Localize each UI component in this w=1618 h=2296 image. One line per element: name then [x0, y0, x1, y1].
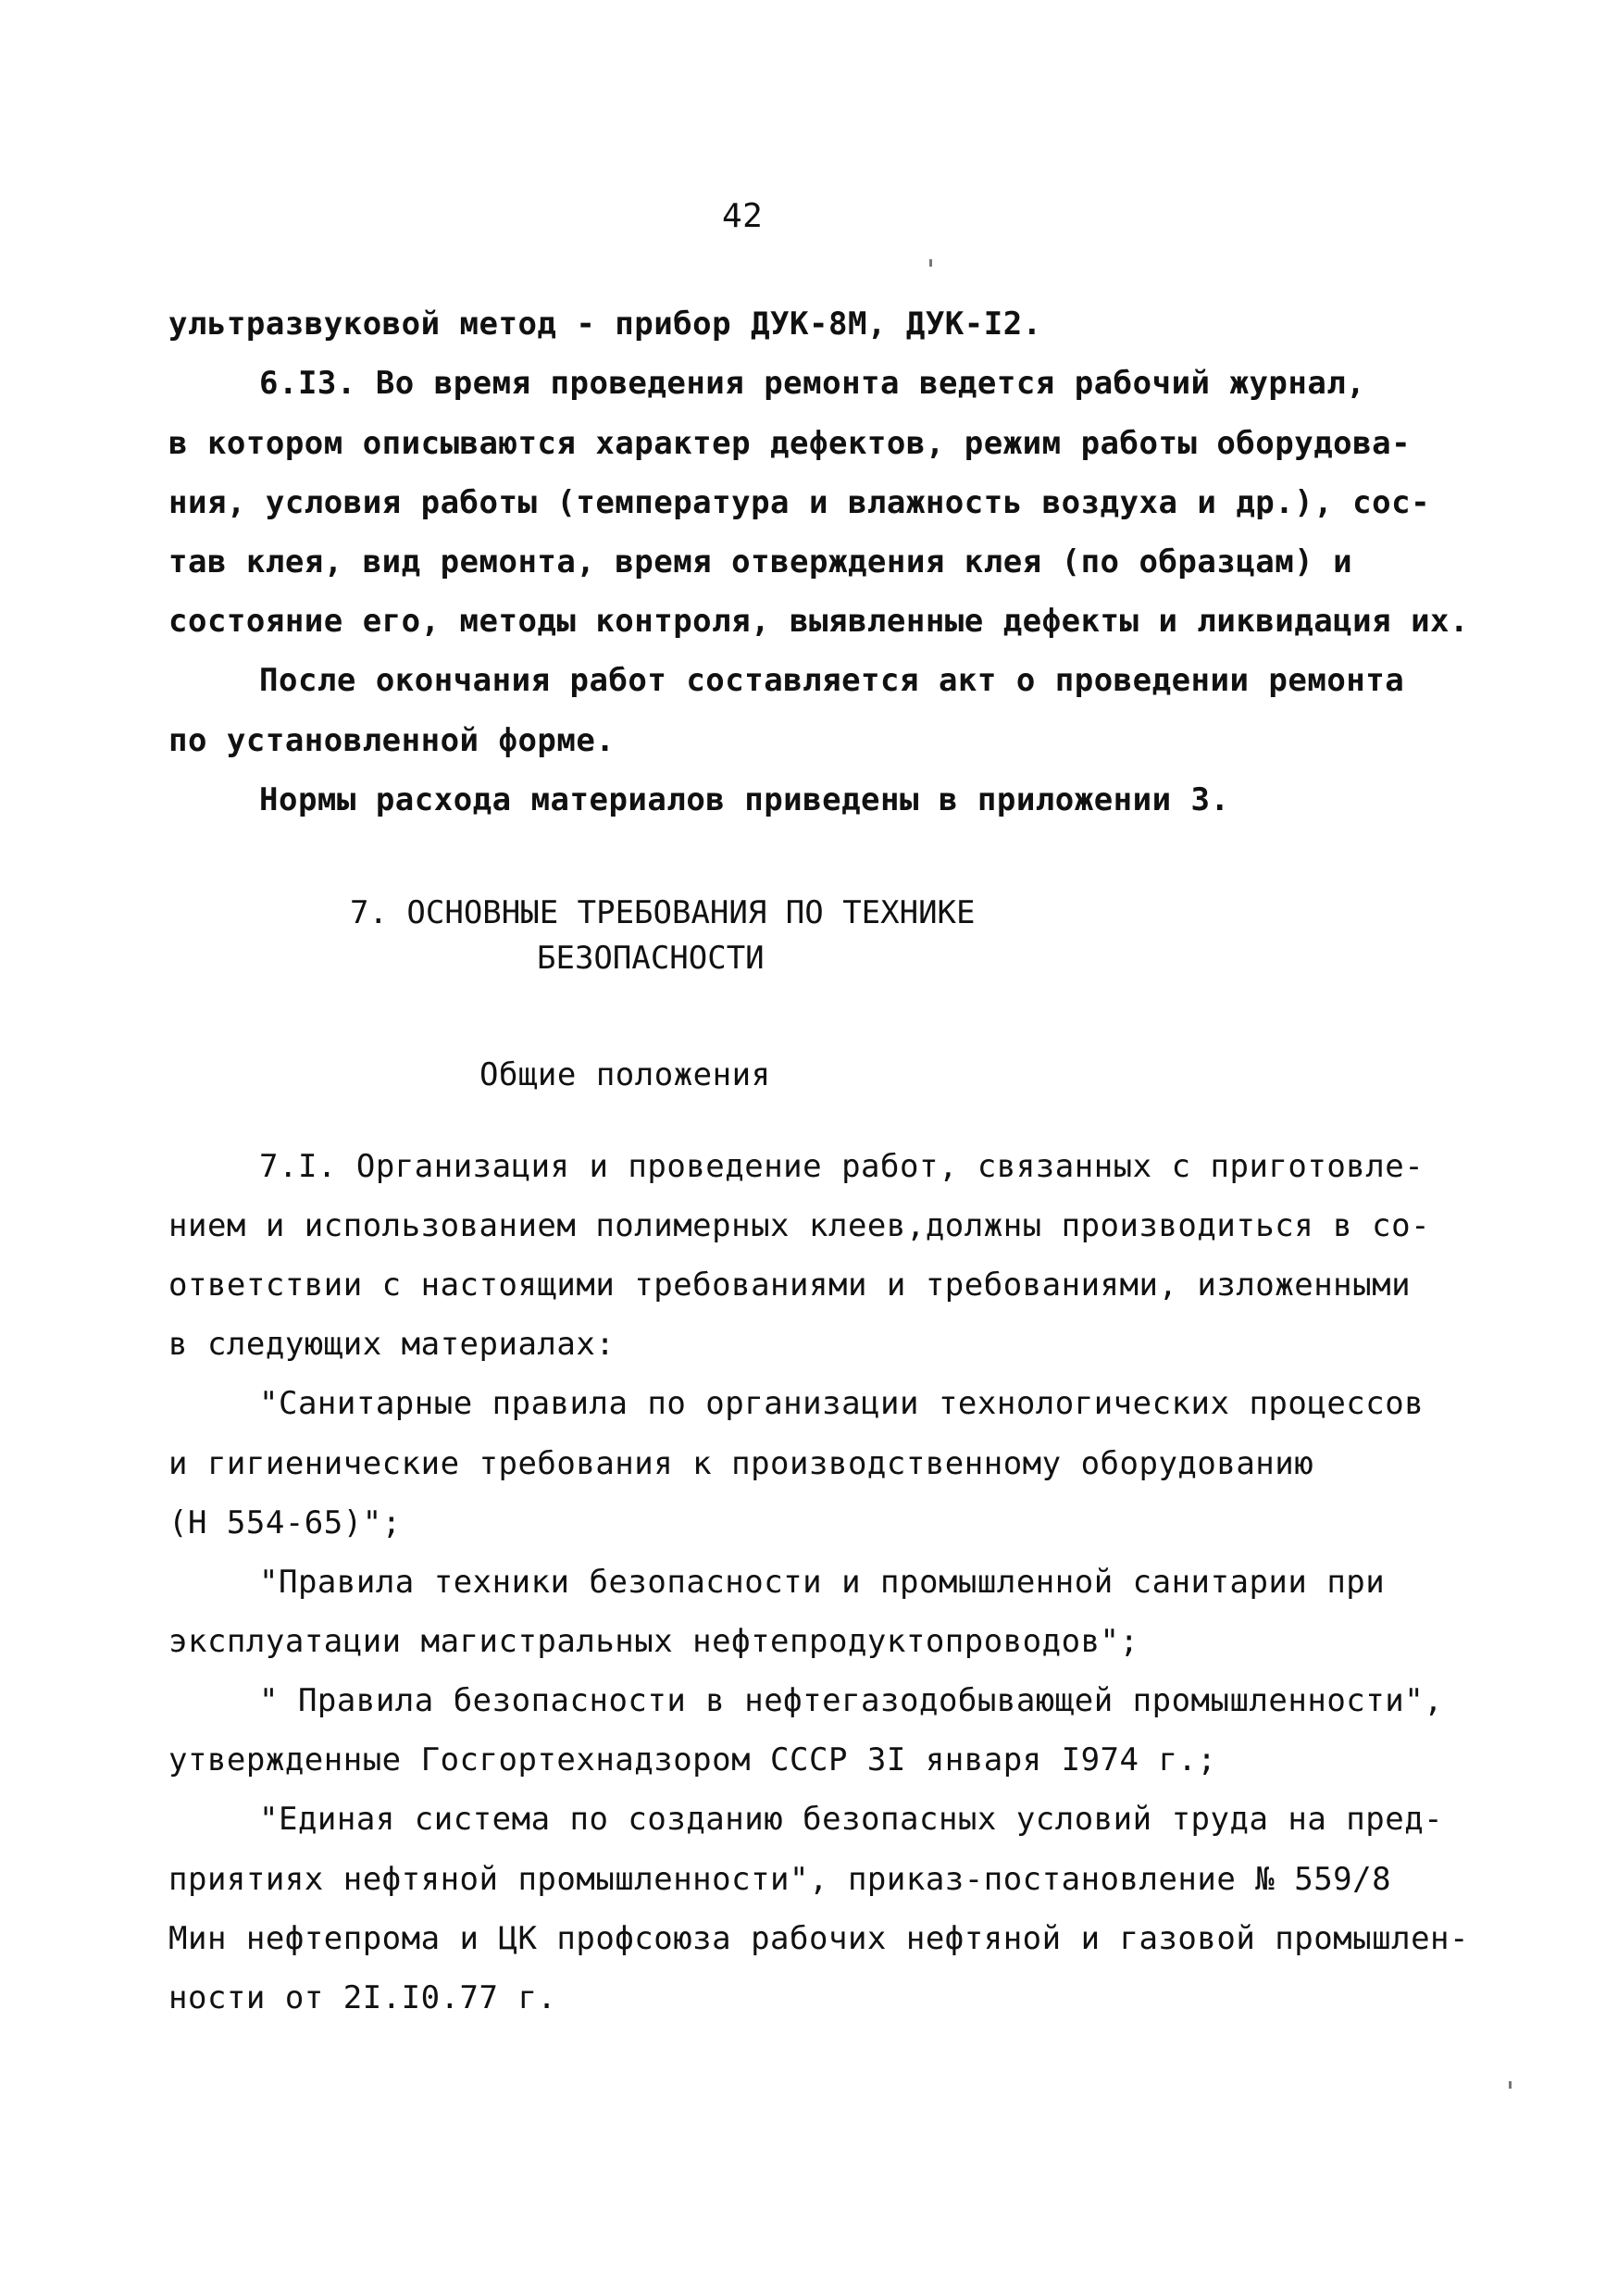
- body-line-6: и гигиенические требования к производственному оборудованию: [168, 1445, 1314, 1482]
- text-line-2: 6.I3. Во время проведения ремонта ведется рабочий журнал,: [259, 365, 1366, 402]
- body-line-7: (Н 554-65)";: [168, 1504, 402, 1541]
- text-line-7: После окончания работ составляется акт о проведении ремонта: [259, 662, 1405, 699]
- body-line-3: ответствии с настоящими требованиями и требованиями, изложенными: [168, 1267, 1412, 1304]
- section-heading-line-2: БЕЗОПАСНОСТИ: [537, 940, 765, 977]
- text-line-6: состояние его, методы контроля, выявленные дефекты и ликвидация их.: [168, 603, 1469, 640]
- text-line-1: ультразвуковой метод - прибор ДУК-8М, ДУК-I2.: [168, 306, 1042, 343]
- body-line-8: "Правила техники безопасности и промышленной санитарии при: [259, 1564, 1386, 1601]
- body-line-9: эксплуатации магистральных нефтепродуктопроводов";: [168, 1623, 1139, 1660]
- body-line-12: "Единая система по созданию безопасных условий труда на пред-: [259, 1801, 1444, 1838]
- text-line-9: Нормы расхода материалов приведены в приложении 3.: [259, 781, 1230, 818]
- page-number: 42: [722, 197, 764, 235]
- body-line-13: приятиях нефтяной промышленности", приказ-постановление № 559/8: [168, 1861, 1392, 1898]
- scan-speck: [1509, 2081, 1512, 2089]
- text-line-5: тав клея, вид ремонта, время отверждения клея (по образцам) и: [168, 543, 1353, 580]
- body-line-5: "Санитарные правила по организации технологических процессов: [259, 1385, 1425, 1422]
- body-line-4: в следующих материалах:: [168, 1326, 616, 1363]
- body-line-11: утвержденные Госгортехнадзором СССР 3I января I974 г.;: [168, 1741, 1217, 1778]
- scan-speck: [929, 259, 932, 267]
- body-line-15: ности от 2I.I0.77 г.: [168, 1979, 557, 2016]
- text-line-4: ния, условия работы (температура и влажность воздуха и др.), сос-: [168, 484, 1431, 521]
- body-line-1: 7.I. Организация и проведение работ, связанных с приготовле-: [259, 1148, 1425, 1185]
- body-line-2: нием и использованием полимерных клеев,должны производиться в со-: [168, 1207, 1431, 1244]
- body-line-14: Мин нефтепрома и ЦК профсоюза рабочих нефтяной и газовой промышлен-: [168, 1920, 1469, 1957]
- text-line-8: по установленной форме.: [168, 722, 616, 759]
- body-line-10: " Правила безопасности в нефтегазодобывающей промышленности",: [259, 1682, 1444, 1719]
- text-line-3: в котором описываются характер дефектов, режим работы оборудова-: [168, 425, 1412, 462]
- section-heading-line-1: 7. ОСНОВНЫЕ ТРЕБОВАНИЯ ПО ТЕХНИКЕ: [350, 894, 976, 931]
- subheading: Общие положения: [479, 1056, 771, 1093]
